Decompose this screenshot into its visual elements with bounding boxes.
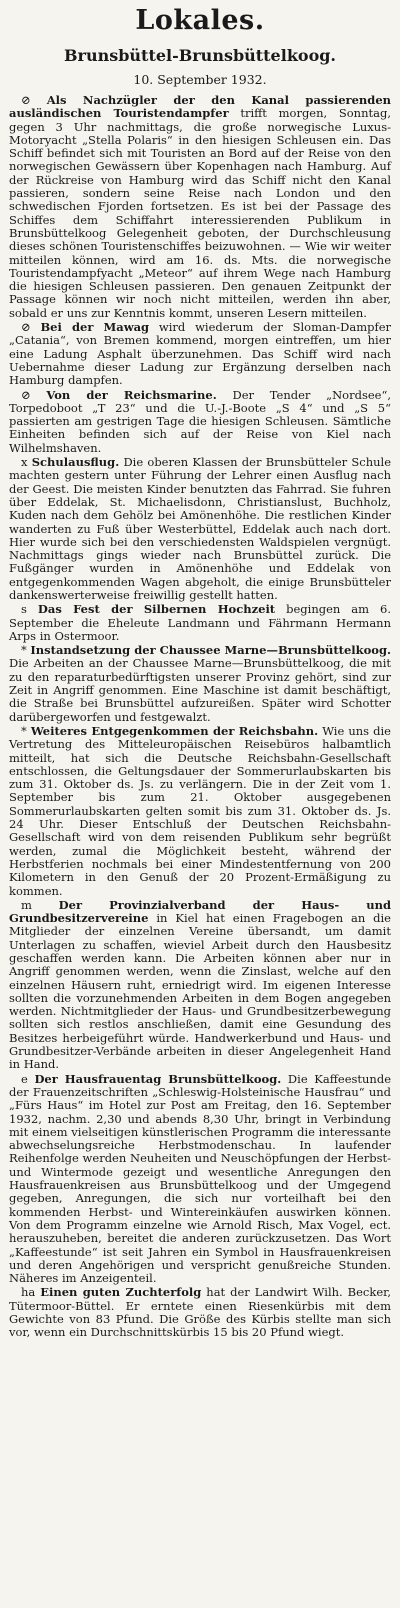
article-silberne-hochzeit [9,603,391,643]
article-body: trifft morgen, Sonntag, gegen 3 Uhr nachmittags, die große norwegische Luxus-Motoryacht „Stella Polaris“ in den hiesigen Schleusen ein. Das Schiff befindet sich mit Touristen an Bord auf der Reise von den norwegischen Gewässern über Kopenhagen nach Hamburg. Auf der Rückreise von Hamburg wird das Schiff nicht den Kanal passieren, sondern seine Reise nach London und den schwedischen Fjorden fortsetzen. Es ist bei der Passage des Schiffes dem Schiffahrt interessierenden Publikum in Brunsbüttelkoog Gelegenheit geboten, der Durchschleusung dieses schönen Touristenschiffes beizuwohnen. — Wie wir weiter mitteilen können, wird am 16. ds. Mts. die norwegische Touristendampfyacht „Meteor“ auf ihrem Wege nach Hamburg die hiesigen Schleusen passieren. Den genauen Zeitpunkt der Passage können wir noch nicht mitteilen, werden ihn aber, sobald er uns zur Kenntnis kommt, unseren Lesern mitteilen. [9,106,391,320]
article-body: wird wiederum der Sloman-Dampfer „Catania“, von Bremen kommend, morgen eintreffen, um hier eine Ladung Asphalt überzunehmen. Das Schiff wird nach Uebernahme dieser Ladung zur Ergänzung derselben nach Hamburg dampfen. [9,320,392,388]
article-lead: Einen guten Zuchterfolg [40,1285,202,1300]
article-body: Der Tender „Nordsee“, Torpedoboot „T 23“ und die U.-J.-Boote „S 4“ und „S 5“ passierten am gestrigen Tage die hiesigen Schleusen. Sämtliche Einheiten befinden sich auf der Reise von Kiel nach Wilhelmshaven. [9,387,391,455]
article-reichsmarine [9,389,391,455]
article-lead: Weiteres Entgegenkommen der Reichsbahn. [30,723,319,738]
page-subtitle: Brunsbüttel-Brunsbüttelkoog. [64,46,336,65]
article-body: Die oberen Klassen der Brunsbütteler Schule machten gestern unter Führung der Lehrer einen Ausflug nach der Geest. Die meisten Kinder benutzten das Fahrrad. Sie fuhren über Eddelak, St. Michaelisdonn, Christianslust, Buchholz, Kuden nach dem Gehölz bei Amönenhöhe. Die restlichen Kinder wanderten zu Fuß über Westerbüttel, Eddelak auch nach dort. Hier wurde sich bei den verschiedensten Waldspielen vergnügt. Nachmittags gings wieder nach Brunsbüttel zurück. Die Fußgänger wurden in Amönenhöhe und Eddelak von entgegenkommenden Wagen abgeholt, die einige Brunsbütteler dankenswerterweise freiwillig gestellt hatten. [9,455,392,602]
article-hausbesitzer [9,899,391,1072]
article-lead: Als Nachzügler der den Kanal passierenden ausländischen Touristendampfer [9,93,392,121]
article-body: in Kiel hat einen Fragebogen an die Mitglieder der einzelnen Vereine übersandt, um damit Unterlagen zu schaffen, wieviel Arbeit durch den Hausbesitz geschaffen werden kann. Die Arbeiten können aber nur in Angriff genommen werden, wenn die Zinslast, welche auf den einzelnen Häusern ruht, erniedrigt wird. Im eigenen Interesse sollten die vorzunehmenden Arbeiten in dem Bogen angegeben werden. Nichtmitglieder der Haus- und Grundbesitzerbewegung sollten sich restlos anschließen, damit eine Gesundung des Besitzes herbeigeführt würde. Handwerkerbund und Haus- und Grundbesitzer-Verbände arbeiten in dieser Angelegenheit Hand in Hand. [9,911,391,1072]
article-marker: ⊘ [21,387,31,402]
article-lead: Instandsetzung der Chaussee Marne—Brunsbüttelkoog. [30,643,392,658]
article-lead: Schulausflug. [31,455,120,470]
article-body: Die Kaffeestunde der Frauenzeitschriften „Schleswig-Holsteinische Hausfrau“ und „Fürs Haus“ im Hotel zur Post am Freitag, den 16. September 1932, nachm. 2,30 und abends 8,30 Uhr, bringt in Verbindung mit einem vielseitigen künstlerischen Programm die interessante abwechselungsreiche Herbstmodenschau. In laufender Reihenfolge werden Neuheiten und Neuschöpfungen der Herbst- und Wintermode gezeigt und wesentliche Anregungen den Hausfrauenkreisen aus Brunsbüttelkoog und der Umgegend gegeben, Anregungen, die sich nur vorteilhaft bei den kommenden Herbst- und Wintereinkäufen auswirken können. Von dem Programm einzelne wie Arnold Risch, Max Vogel, ect. herauszuheben, bereitet die anderen zurückzusetzen. Das Wort „Kaffeestunde“ ist seit Jahren ein Symbol in Hausfrauenkreisen und deren Angehörigen und verspricht genußreiche Stunden. Näheres im Anzeigenteil. [9,1071,391,1286]
article-mawag [9,321,391,387]
article-marker: * [21,723,27,738]
article-body: Die Arbeiten an der Chaussee Marne—Brunsbüttelkoog, die mit zu den reparaturbedürftigsten unserer Provinz gehört, sind zur Zeit in Angriff genommen. Eine Maschine ist damit beschäftigt, die Straße bei Brunsbüttel aufzureißen. Später wird Schotter darübergeworfen und festgewalzt. [9,656,391,724]
article-lead: Bei der Mawag [40,320,150,335]
article-marker: x [21,455,28,470]
article-lead: Der Hausfrauentag Brunsbüttelkoog. [34,1071,282,1086]
article-marker: m [21,897,32,912]
article-marker: ⊘ [21,320,31,335]
article-lead: Der Provinzialverband der Haus- und Grundbesitzervereine [9,897,391,926]
article-chaussee [9,644,391,724]
dateline: 10. September 1932. [133,72,267,87]
article-marker: * [21,643,27,658]
article-reichsbahn [9,725,391,898]
article-lead: Das Fest der Silbernen Hochzeit [37,602,276,617]
article-hausfrauentag [9,1073,391,1286]
article-marker: ⊘ [21,93,31,107]
article-zuchterfolg [9,1286,391,1339]
article-marker: e [21,1071,28,1086]
article-body: hat der Landwirt Wilh. Becker, Tütermoor-Büttel. Er erntete einen Riesenkürbis mit dem Gewichte von 83 Pfund. Die Größe des Kürbis stellte man sich vor, wenn ein Durchschnittskürbis 15 bis 20 Pfund wiegt. [9,1285,392,1340]
article-body: begingen am 6. September die Eheleute Landmann und Fährmann Hermann Arps in Ostermoor. [9,602,392,643]
article-schulausflug [9,456,391,602]
article-body: Wie uns die Vertretung des Mitteleuropäischen Reisebüros halbamtlich mitteilt, hat sich die Deutsche Reichsbahn-Gesellschaft entschlossen, die Geltungsdauer der Sommerurlaubskarten bis zum 31. Oktober ds. Js. zu verlängern. Die in der Zeit vom 1. September bis zum 21. Oktober ausgegebenen Sommerurlaubskarten gelten somit bis zum 31. Oktober ds. Js. 24 Uhr. Dieser Entschluß der Deutschen Reichsbahn-Gesellschaft wird von dem reisenden Publikum sehr begrüßt werden, zumal die Möglichkeit besteht, während der Herbstferien nochmals bei einer Mindestentfernung von 200 Kilometern in den Genuß der 20 Prozent-Ermäßigung zu kommen. [9,723,391,898]
article-marker: s [21,602,27,617]
article-marker: ha [21,1285,36,1300]
page-title: Lokales. [135,5,265,36]
article-stella-polaris [9,94,391,320]
article-lead: Von der Reichsmarine. [46,387,217,402]
